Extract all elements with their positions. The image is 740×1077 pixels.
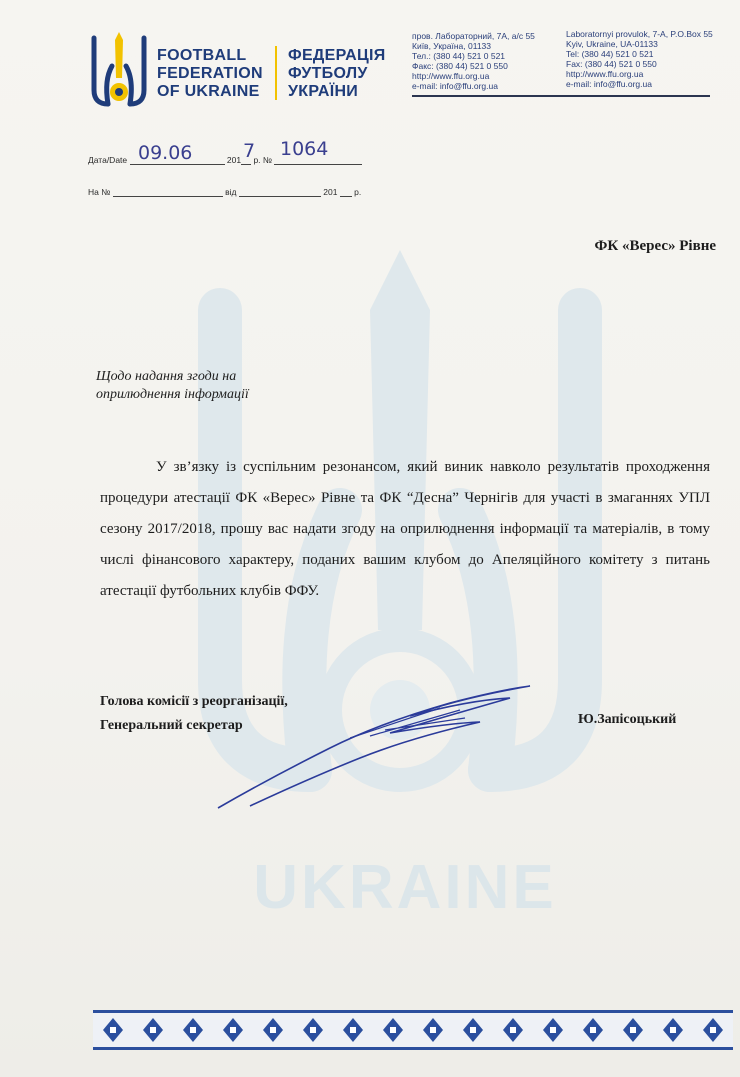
org-name-en: FOOTBALL FEDERATION OF UKRAINE (157, 47, 263, 100)
handwritten-year: 7 (243, 140, 256, 162)
ref-label: На № (88, 187, 111, 197)
embroidery-ornament (93, 1010, 733, 1050)
ref-suffix: р. (354, 187, 362, 197)
ref-year-line (340, 184, 352, 197)
recipient: ФК «Верес» Рівне (594, 238, 716, 254)
year-prefix: 201 (226, 155, 242, 165)
org-divider (275, 46, 277, 100)
address-ua: пров. Лабораторний, 7А, а/с 55 Київ, Україна, 01133 Тел.: (380 44) 521 0 521 Факс: (380 44) 521 0 550 http://www.ffu.org.ua e-mail: info@ffu.org.ua (412, 31, 535, 91)
reference-row (88, 184, 361, 197)
ffu-trident-logo-icon (88, 32, 150, 112)
handwritten-date: 09.06 (138, 142, 193, 164)
ref-year: 201 (323, 187, 338, 197)
handwritten-signature (210, 678, 550, 818)
letter-body: У зв’язку із суспільним резонансом, який виник навколо результатів проходження процедури атестації ФК «Верес» Рівне та ФК “Десна” Чернігів для участі в змаганнях УПЛ сезону 2017/2018, прошу вас надати згоду на оприлюднення інформації та матеріалів, в тому числі фінансового характеру, поданих вашим клубом до Апеляційного комітету з питань атестації футбольних клубів ФФУ. (100, 459, 710, 599)
ref-from-label: від (225, 187, 237, 197)
year-suffix: р. (253, 155, 261, 165)
signatory-title: Голова комісії з реорганізації, Генеральний секретар (100, 694, 288, 733)
header-rule (412, 95, 710, 97)
address-en: Laboratornyi provulok, 7-A, P.O.Box 55 Kyiv, Ukraine, UA-01133 Tel: (380 44) 521 0 521 Fax: (380 44) 521 0 550 http://www.ffu.org.ua e-mail: info@ffu.org.ua (566, 29, 713, 89)
date-label: Дата/Date (88, 155, 128, 165)
handwritten-number: 1064 (280, 138, 329, 160)
ref-date-line (239, 184, 321, 197)
watermark-text: UKRAINE (253, 853, 557, 922)
subject: Щодо надання згоди на оприлюднення інформації (96, 369, 249, 402)
ref-number-line (113, 184, 223, 197)
org-name-ua: ФЕДЕРАЦІЯ ФУТБОЛУ УКРАЇНИ (288, 47, 386, 100)
signatory-name: Ю.Запісоцький (578, 712, 677, 727)
number-label: № (262, 155, 273, 165)
